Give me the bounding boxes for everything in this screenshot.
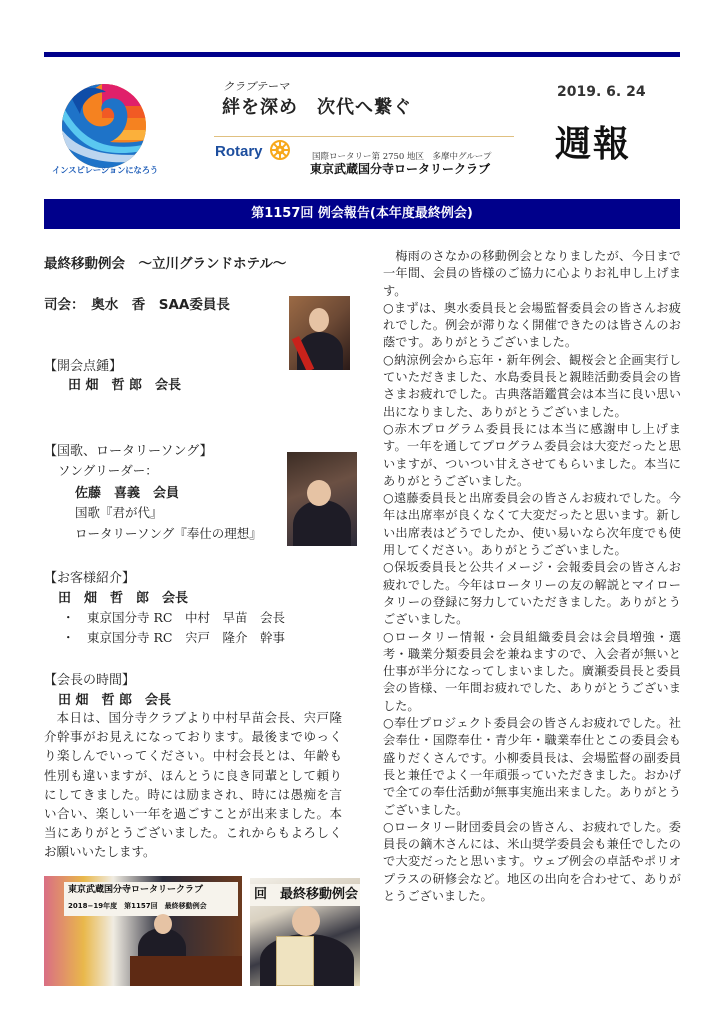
event-title: 最終移動例会 ～立川グランドホテル～: [44, 256, 287, 272]
meeting-report-banner: 第1157回 例会報告(本年度最終例会): [44, 199, 680, 229]
certificate-photo: [250, 878, 360, 986]
photo-banner-right-text: 回 最終移動例会: [250, 884, 360, 906]
theme-title: 絆を深め 次代へ繋ぐ: [222, 97, 412, 118]
opening-heading: 【開会点鍾】: [44, 359, 123, 374]
song-leader-photo: [287, 452, 357, 546]
guest-item: ・ 東京国分寺 RC 中村 早苗 会長: [62, 610, 285, 625]
paragraph: 梅雨のさなかの移動例会となりましたが、今日まで一年間、会員の皆様のご協力に心よりお礼申し上げます。: [383, 249, 681, 298]
guests-introducer: 田 畑 哲 郎 会長: [58, 591, 189, 606]
paragraph: ○ロータリー情報・会員組織委員会は会員増強・選考・職業分類委員会を兼ねますので、入会者が無いと仕事が半分になってしまいました。廣瀬委員長と委員会の皆様、一年間お疲れでした、ありがとうございました。: [383, 629, 681, 713]
certificate: [276, 936, 314, 986]
photo-banner-subtext: 2018−19年度 第1157回 最終移動例会: [68, 902, 207, 910]
guest-item: ・ 東京国分寺 RC 宍戸 隆介 幹事: [62, 630, 285, 645]
president-heading: 【会長の時間】: [44, 673, 136, 688]
logo-caption: インスピレーションになろう: [51, 166, 158, 176]
paragraph: ○保坂委員長と公共イメージ・会報委員会の皆さんお疲れでした。今年はロータリーの友の解説とマイロータリーの登録に努力していただきました。ありがとうございました。: [383, 560, 681, 627]
photo-banner-text: 東京武蔵国分寺ロータリークラブ: [68, 885, 204, 895]
rotary-wheel-icon: [268, 138, 292, 162]
paragraph: ○赤木プログラム委員長には本当に感謝申し上げます。一年を通してプログラム委員会は大変だったと思いますが、ついつい甘えさせてもらいました。本当にありがとうございました。: [383, 421, 681, 488]
wave-logo-icon: [62, 84, 146, 168]
paragraph: ○遠藤委員長と出席委員会の皆さんお疲れでした。今年は出席率が良くなくて大変だったと思います。新しい出席表はどうでしたか、使い易いなら次年度でも使用してください。ありがとうございました。: [383, 491, 681, 558]
song-leader-label: ソングリーダー：: [58, 463, 158, 478]
top-rule: [44, 52, 680, 57]
paragraph: ○まずは、奥水委員長と会場監督委員会の皆さんお疲れでした。例会が滞りなく開催できたのは皆さんのお蔭です。ありがとうございました。: [383, 300, 681, 350]
rotary-theme-logo: [62, 84, 146, 168]
weekly-title: 週報: [555, 124, 632, 165]
club-name: 東京武蔵国分寺ロータリークラブ: [310, 162, 491, 176]
podium-photo: [44, 876, 242, 986]
song-national-anthem: 国歌『君が代』: [75, 505, 163, 520]
paragraph: ○奉仕プロジェクト委員会の皆さんお疲れでした。社会奉仕・国際奉仕・青少年・職業奉仕とこの委員会も盛りだくさんです。小柳委員長は、会場監督の副委員長と兼任でよく一年頑張っていただきました。おかげで全ての奉仕活動が無事実施出来ました。ありがとうございました。: [383, 716, 681, 817]
president-name: 田 畑 哲 郎 会長: [58, 693, 172, 708]
issue-date: 2019. 6. 24: [557, 84, 646, 100]
gold-divider: [214, 136, 514, 137]
anthem-heading: 【国歌、ロータリーソング】: [44, 444, 213, 459]
message-column: [383, 248, 681, 905]
paragraph: ○納涼例会から忘年・新年例会、観桜会と企画実行していただきました、水島委員長と親睦活動委員会の皆さまお疲れでした。古典落語鑑賞会は本当に良い思い出になりました、ありがとうございました。: [383, 352, 681, 419]
mc-line: 司会： 奥水 香 SAA委員長: [44, 297, 230, 313]
theme-label: クラブテーマ: [223, 80, 289, 93]
mc-photo: [289, 296, 350, 370]
podium: [130, 956, 242, 986]
song-rotary: ロータリーソング『奉仕の理想』: [75, 526, 262, 541]
guests-heading: 【お客様紹介】: [44, 571, 136, 586]
song-leader-name: 佐藤 喜義 会員: [75, 486, 180, 501]
district-label: 国際ロータリー第 2750 地区 多摩中グループ: [312, 152, 492, 162]
rotary-wordmark: Rotary: [215, 143, 263, 160]
president-speech: 本日は、国分寺クラブより中村早苗会長、宍戸隆介幹事がお見えになっております。最後までゆっくり楽しんでいってください。中村会長とは、年齢も性別も違いますが、ほんとうに良き同輩として頼りにしてきました。時には励まされ、時には愚痴を言い合い、楽しい一年を過ごすことが出来ました。本当にありがとうございました。これからもよろしくお願いいたします。: [44, 710, 342, 860]
opening-name: 田 畑 哲 郎 会長: [68, 378, 182, 393]
paragraph: ○ロータリー財団委員会の皆さん、お疲れでした。委員長の鏑木さんには、米山奨学委員会も兼任でしたので大変だったと思います。ウェブ例会の卓話やポリオプラスの研修会など。地区の出向を合わせて、ありがとうございました。: [383, 819, 681, 903]
